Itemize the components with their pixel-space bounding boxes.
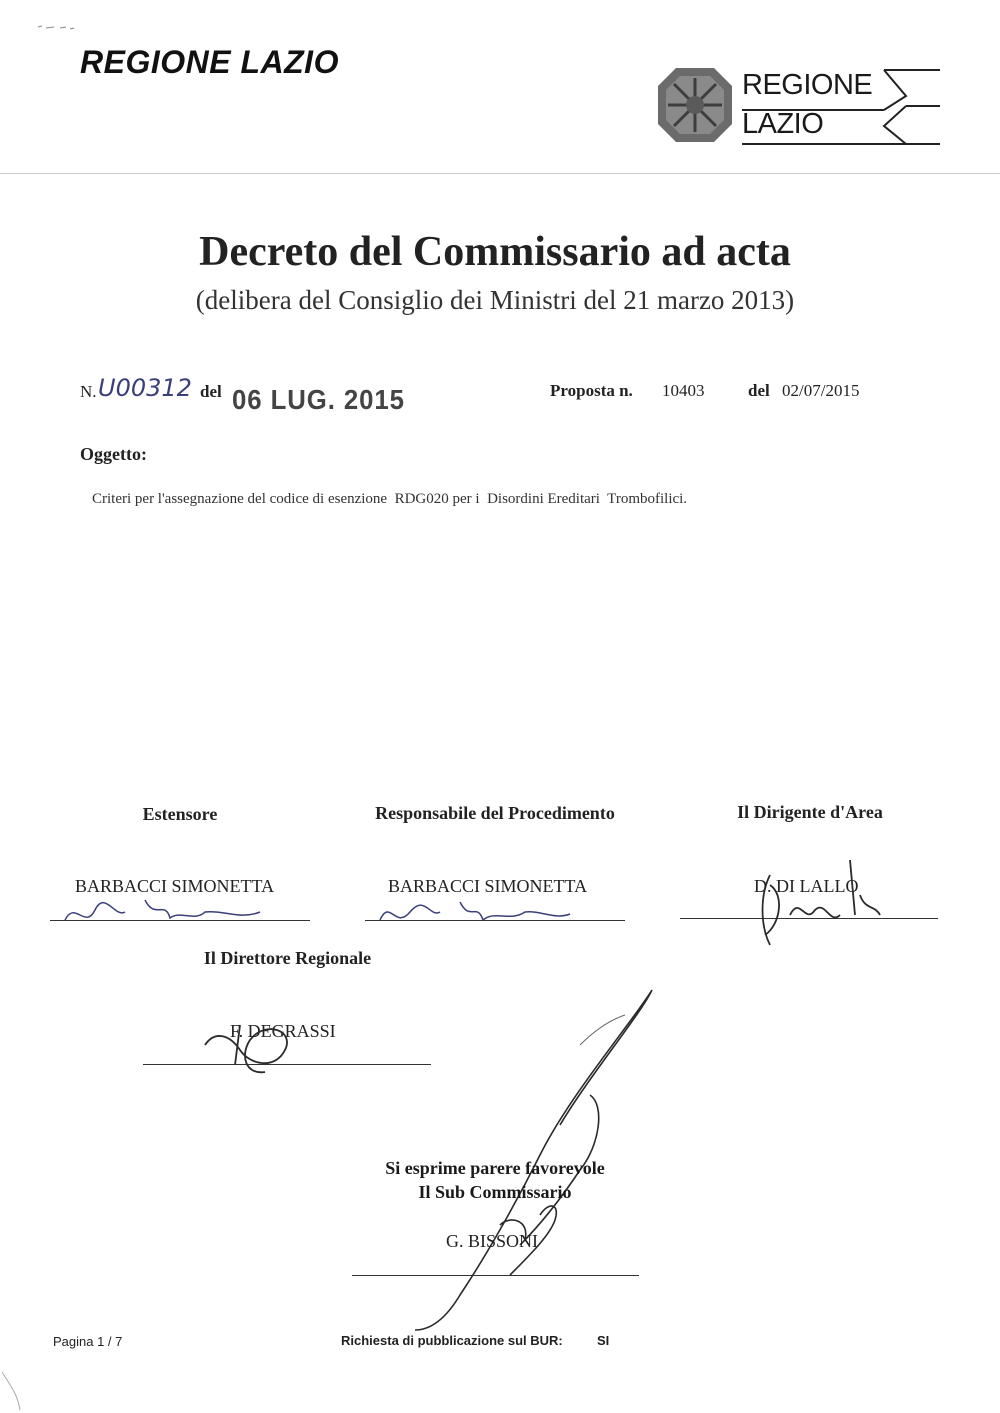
scan-edge-mark: [0, 1370, 30, 1413]
responsabile-name: BARBACCI SIMONETTA: [388, 876, 588, 896]
header-divider: [0, 173, 1000, 174]
proposta-del-label: del: [748, 381, 770, 400]
direttore-label: Il Direttore Regionale: [203, 948, 372, 968]
direttore-name: F. DEGRASSI: [230, 1021, 336, 1041]
direttore-signature: [195, 1010, 305, 1080]
number-handwritten: U00312: [98, 374, 192, 402]
estensore-name: BARBACCI SIMONETTA: [75, 876, 275, 896]
page-number: Pagina 1 / 7: [53, 1334, 123, 1349]
sub-commissario-label: Il Sub Commissario: [418, 1182, 572, 1202]
document-title: Decreto del Commissario ad acta: [199, 229, 791, 275]
header-title: REGIONE LAZIO: [80, 44, 339, 80]
date-stamp: 06 LUG. 2015: [232, 384, 405, 415]
oggetto-text: Criteri per l'assegnazione del codice di esenzione RDG020 per i Disordini Ereditari Trombofilici.: [92, 491, 688, 507]
responsabile-signature: [365, 890, 585, 935]
sub-commissario-name: G. BISSONI: [446, 1231, 539, 1251]
bur-label: Richiesta di pubblicazione sul BUR:: [341, 1333, 563, 1348]
document-subtitle: (delibera del Consiglio dei Ministri del 21 marzo 2013): [195, 285, 795, 315]
parere-favorevole-text: Si esprime parere favorevole: [385, 1158, 605, 1178]
bur-value: SI: [597, 1333, 610, 1348]
del-label: del: [200, 382, 222, 401]
proposta-date: 02/07/2015: [782, 381, 860, 400]
oggetto-label: Oggetto:: [80, 444, 147, 464]
scan-mark: [36, 18, 76, 24]
dirigente-label: Il Dirigente d'Area: [737, 802, 883, 822]
estensore-label: Estensore: [142, 804, 218, 824]
responsabile-label: Responsabile del Procedimento: [375, 803, 615, 823]
logo-text-lazio: LAZIO: [742, 108, 824, 140]
sub-commissario-signature-line: [352, 1275, 639, 1276]
proposta-label: Proposta n.: [550, 381, 633, 400]
dirigente-signature: [750, 855, 900, 955]
number-prefix: N.: [80, 382, 97, 401]
logo-text-regione: REGIONE: [742, 69, 873, 101]
regione-lazio-logo: [656, 66, 946, 148]
proposta-number: 10403: [662, 381, 705, 400]
dirigente-name: D. DI LALLO: [754, 876, 859, 896]
estensore-signature: [55, 890, 275, 935]
